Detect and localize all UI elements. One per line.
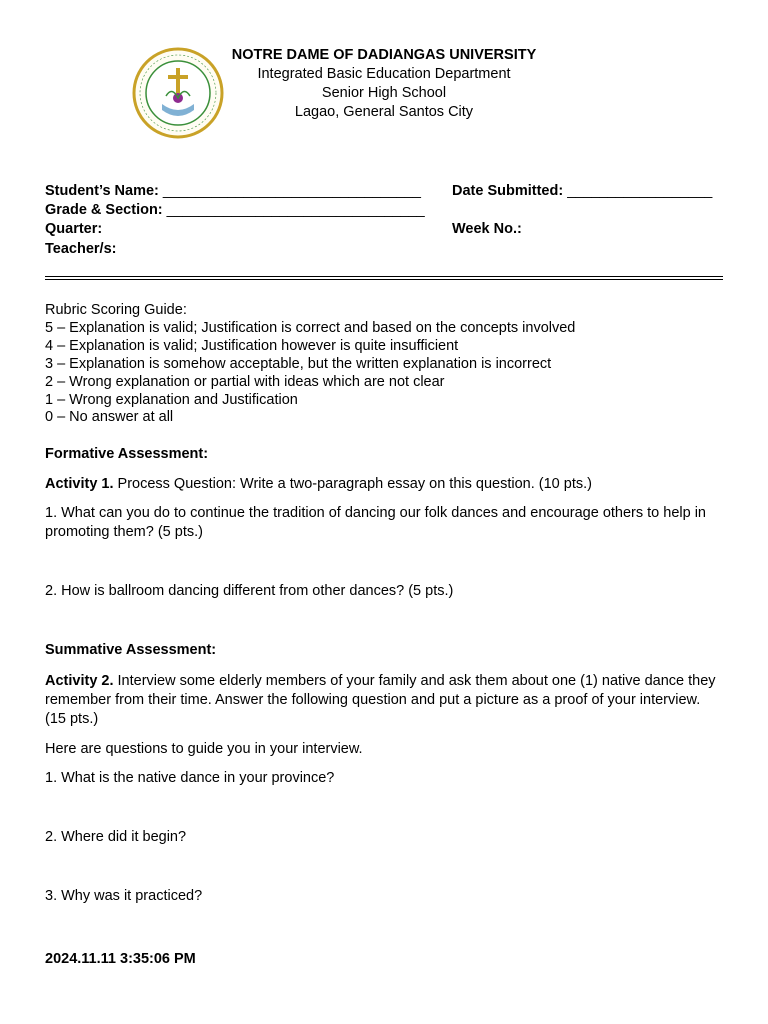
week-label: Week No.:: [452, 221, 522, 237]
rubric-item: 4 – Explanation is valid; Justification however is quite insufficient: [45, 337, 459, 354]
rubric-guide: [45, 302, 575, 427]
activity-1-text: Process Question: Write a two-paragraph essay on this question. (10 pts.): [113, 476, 592, 492]
rubric-item: 3 – Explanation is somehow acceptable, but the written explanation is incorrect: [45, 355, 552, 372]
school-location: Lagao, General Santos City: [294, 104, 474, 120]
activity-2-text: Interview some elderly members of your family and ask them about one (1) native dance they remember from their time. Answer the following question and put a picture as a proof of your interview. (15 pts.): [45, 673, 716, 727]
grade-section-line: ________________________________: [166, 202, 425, 218]
formative-question-2: 2. How is ballroom dancing different from other dances? (5 pts.): [45, 583, 454, 599]
divider-top: [45, 276, 723, 277]
summative-heading: Summative Assessment:: [45, 642, 217, 658]
date-submitted-field[interactable]: [452, 182, 712, 200]
date-submitted-label: Date Submitted:: [452, 183, 564, 199]
rubric-item: 5 – Explanation is valid; Justification is correct and based on the concepts involved: [45, 319, 576, 336]
grade-section-label: Grade & Section:: [45, 202, 163, 218]
interview-question-2: 2. Where did it begin?: [45, 829, 187, 845]
university-name: NOTRE DAME OF DADIANGAS UNIVERSITY: [231, 47, 537, 63]
interview-question-1: 1. What is the native dance in your province?: [45, 770, 335, 786]
rubric-title: Rubric Scoring Guide:: [45, 302, 187, 318]
formative-question-1: 1. What can you do to continue the tradition of dancing our folk dances and encourage others to help in promoting them? (5 pts.): [45, 505, 706, 540]
activity-1-label: Activity 1.: [45, 476, 114, 492]
activity-2: [45, 672, 725, 729]
rubric-item: 0 – No answer at all: [45, 409, 174, 426]
activity-2-label: Activity 2.: [45, 673, 114, 689]
interview-question-3: 3. Why was it practiced?: [45, 888, 203, 904]
quarter-label: Quarter:: [45, 221, 103, 237]
student-name-field[interactable]: [45, 182, 421, 200]
rubric-item: 1 – Wrong explanation and Justification: [45, 391, 298, 408]
divider-bottom: [45, 279, 723, 280]
rubric-item: 2 – Wrong explanation or partial with ideas which are not clear: [45, 373, 445, 390]
date-submitted-line: __________________: [567, 183, 713, 199]
school-header: [176, 46, 592, 122]
grade-section-field[interactable]: [45, 201, 425, 219]
student-name-line: ________________________________: [162, 183, 421, 199]
formative-heading: Formative Assessment:: [45, 446, 209, 462]
school-name: Senior High School: [321, 85, 447, 101]
student-name-label: Student’s Name:: [45, 183, 159, 199]
activity-1: [45, 475, 735, 494]
department-name: Integrated Basic Education Department: [257, 66, 511, 82]
interview-guide-text: Here are questions to guide you in your interview.: [45, 741, 363, 757]
teacher-label: Teacher/s:: [45, 241, 117, 257]
timestamp: 2024.11.11 3:35:06 PM: [45, 951, 196, 967]
